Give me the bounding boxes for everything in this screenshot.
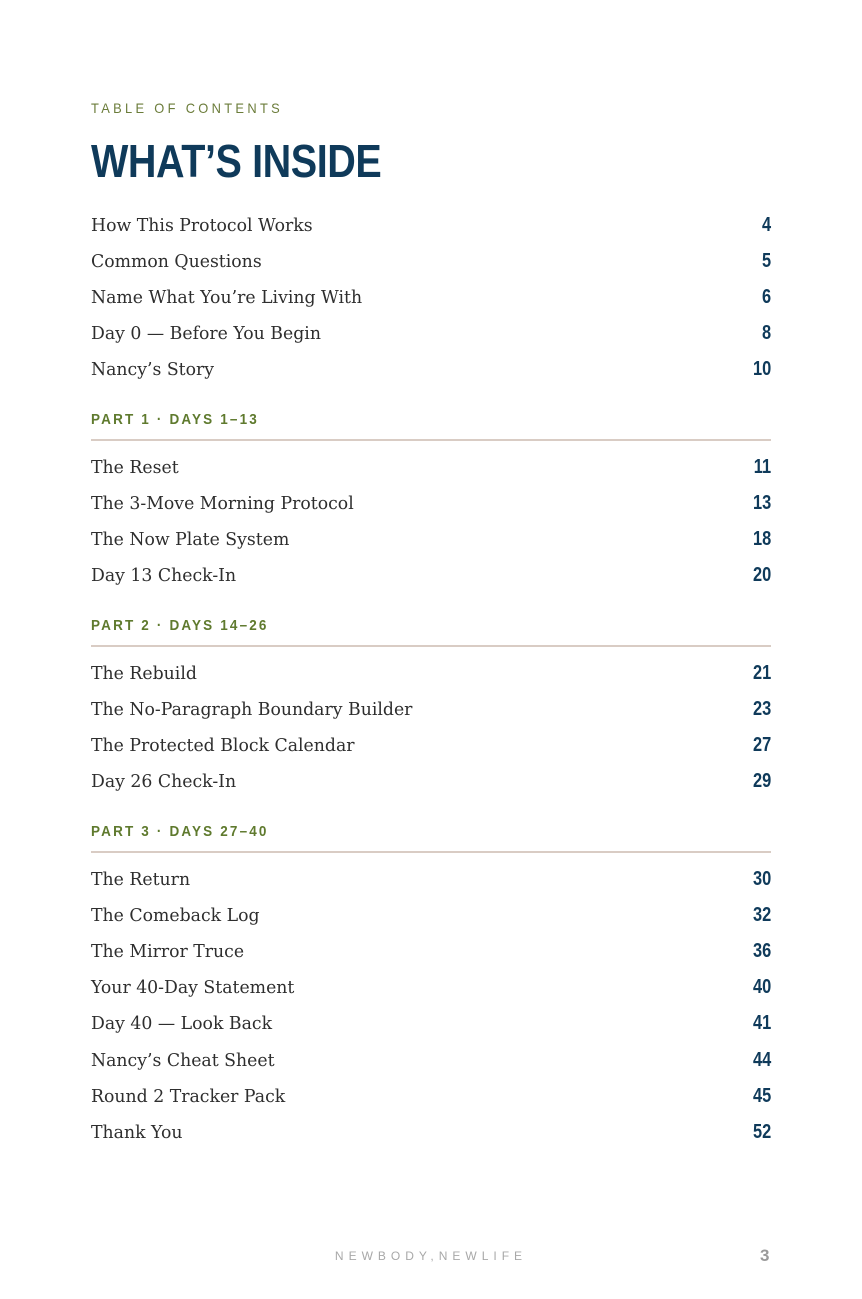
toc-entry-title: The Rebuild — [91, 662, 197, 684]
toc-entry-title: Nancy’s Cheat Sheet — [91, 1049, 275, 1071]
toc-entry-page: 8 — [761, 322, 771, 345]
toc-entry-title: The Comeback Log — [91, 904, 260, 926]
toc-entry[interactable] — [91, 449, 771, 485]
toc-entry[interactable] — [91, 1042, 771, 1078]
toc-entry-page: 30 — [752, 867, 771, 890]
toc-entry-page: 6 — [761, 285, 771, 308]
toc-entry-page: 44 — [752, 1048, 771, 1071]
toc-entry-title: The Protected Block Calendar — [91, 734, 355, 756]
toc-entry-page: 29 — [752, 770, 771, 793]
toc-entry[interactable] — [91, 655, 771, 691]
toc-entry-page: 45 — [752, 1084, 771, 1107]
toc-entry-title: How This Protocol Works — [91, 214, 313, 236]
toc-entry-title: Day 0 — Before You Begin — [91, 323, 321, 345]
toc-entry-page: 27 — [752, 733, 771, 756]
toc-entry-page: 11 — [753, 455, 771, 478]
toc-entry-title: The Return — [91, 868, 191, 890]
toc-entry[interactable] — [91, 933, 771, 969]
toc-entry-page: 41 — [752, 1012, 771, 1035]
part-1-divider — [91, 439, 771, 441]
footer-page-number: 3 — [760, 1246, 770, 1265]
toc-entry-title: The Mirror Truce — [91, 940, 245, 962]
toc-entry-page: 32 — [752, 903, 771, 926]
toc-entry-page: 20 — [752, 564, 771, 587]
footer-brand: NEWBODY,NEWLIFE — [334, 1249, 528, 1263]
toc-entry-title: Nancy’s Story — [91, 359, 215, 381]
toc-entry-title: The 3-Move Morning Protocol — [91, 492, 354, 514]
toc-entry[interactable] — [91, 1114, 771, 1150]
toc-entry[interactable] — [91, 485, 771, 521]
toc-entry[interactable] — [91, 764, 771, 800]
page-title: WHAT’S INSIDE — [91, 135, 382, 187]
toc-entry-page: 4 — [761, 213, 771, 236]
toc-entry-page: 36 — [752, 939, 771, 962]
toc-entry[interactable] — [91, 279, 771, 315]
part-2-divider — [91, 645, 771, 647]
part-3-heading: PART 3 · DAYS 27–40 — [91, 823, 269, 840]
toc-entry-page: 21 — [752, 661, 771, 684]
toc-entry[interactable] — [91, 316, 771, 352]
toc-entry-page: 40 — [752, 976, 771, 999]
toc-entry-page: 5 — [761, 249, 771, 272]
toc-entry-title: Name What You’re Living With — [91, 286, 363, 308]
toc-entry-page: 23 — [752, 697, 771, 720]
toc-entry[interactable] — [91, 352, 771, 388]
part-3-divider — [91, 851, 771, 853]
toc-entry-page: 13 — [752, 491, 771, 514]
toc-entry-title: The Now Plate System — [91, 528, 290, 550]
part-1-group — [91, 449, 771, 594]
toc-entry-title: The Reset — [91, 456, 179, 478]
toc-entry-title: Thank You — [91, 1121, 183, 1143]
part-3-group — [91, 861, 771, 1151]
toc-entry[interactable] — [91, 558, 771, 594]
toc-entry-title: Round 2 Tracker Pack — [91, 1085, 286, 1107]
toc-entry[interactable] — [91, 243, 771, 279]
eyebrow-label: TABLE OF CONTENTS — [91, 100, 284, 116]
toc-entry-title: Day 13 Check-In — [91, 565, 237, 587]
toc-entry-title: Common Questions — [91, 250, 262, 272]
toc-entry[interactable] — [91, 861, 771, 897]
toc-entry[interactable] — [91, 1006, 771, 1042]
toc-entry[interactable] — [91, 521, 771, 557]
toc-entry[interactable] — [91, 1078, 771, 1114]
toc-entry-page: 18 — [752, 527, 771, 550]
part-2-heading: PART 2 · DAYS 14–26 — [91, 617, 269, 634]
toc-entry[interactable] — [91, 970, 771, 1006]
toc-entry-title: Day 26 Check-In — [91, 771, 237, 793]
toc-entry-title: Day 40 — Look Back — [91, 1013, 273, 1035]
part-1-heading: PART 1 · DAYS 1–13 — [91, 411, 259, 428]
toc-entry-page: 10 — [752, 358, 771, 381]
part-2-group — [91, 655, 771, 800]
toc-entry[interactable] — [91, 727, 771, 763]
toc-entry[interactable] — [91, 691, 771, 727]
toc-entry[interactable] — [91, 897, 771, 933]
toc-intro-group — [91, 207, 771, 388]
toc-entry-title: Your 40-Day Statement — [91, 977, 295, 999]
toc-entry[interactable] — [91, 207, 771, 243]
toc-entry-page: 52 — [752, 1120, 771, 1143]
toc-entry-title: The No-Paragraph Boundary Builder — [91, 698, 413, 720]
